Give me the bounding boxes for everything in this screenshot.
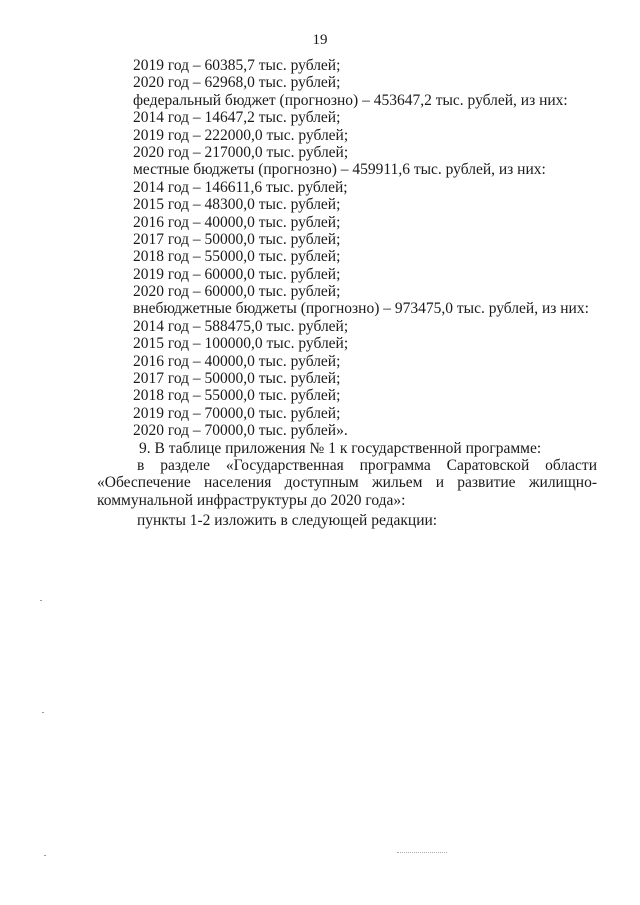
budget-line: 2018 год – 55000,0 тыс. рублей; — [133, 387, 341, 405]
budget-line: 2015 год – 48300,0 тыс. рублей; — [133, 196, 341, 214]
budget-line: 2016 год – 40000,0 тыс. рублей; — [133, 352, 341, 370]
page-number: 19 — [312, 32, 328, 48]
scan-mark — [40, 600, 42, 601]
budget-line: 2019 год – 222000,0 тыс. рублей; — [133, 126, 349, 144]
budget-line: 2018 год – 55000,0 тыс. рублей; — [133, 248, 341, 266]
budget-line: 2020 год – 60000,0 тыс. рублей; — [133, 283, 341, 301]
section-paragraph-line-2: «Обеспечение населения доступным жильем и развитие жилищно- — [97, 474, 597, 492]
scan-mark — [44, 855, 46, 856]
budget-line: 2019 год – 70000,0 тыс. рублей; — [133, 404, 341, 422]
budget-line: 2020 год – 217000,0 тыс. рублей; — [133, 143, 349, 161]
scan-dotted-mark — [397, 852, 447, 854]
budget-line: 2017 год – 50000,0 тыс. рублей; — [133, 230, 341, 248]
scan-mark — [42, 712, 44, 713]
budget-line: 2019 год – 60000,0 тыс. рублей; — [133, 265, 341, 283]
budget-line: 2014 год – 14647,2 тыс. рублей; — [133, 109, 341, 127]
budget-line: 2016 год – 40000,0 тыс. рублей; — [133, 213, 341, 231]
budget-line: 2017 год – 50000,0 тыс. рублей; — [133, 370, 341, 388]
budget-line: 2020 год – 62968,0 тыс. рублей; — [133, 74, 341, 92]
budget-line: внебюджетные бюджеты (прогнозно) – 973475,0 тыс. рублей, из них: — [133, 300, 589, 318]
budget-line: местные бюджеты (прогнозно) – 459911,6 тыс. рублей, из них: — [133, 161, 546, 179]
budget-line: 2014 год – 146611,6 тыс. рублей; — [133, 178, 348, 196]
budget-line: 2014 год – 588475,0 тыс. рублей; — [133, 317, 349, 335]
budget-line: 9. В таблице приложения № 1 к государственной программе: — [139, 439, 542, 457]
budget-line: 2015 год – 100000,0 тыс. рублей; — [133, 335, 349, 353]
section-paragraph-line-3: коммунальной инфраструктуры до 2020 года»: — [97, 491, 406, 509]
budget-line: 2020 год – 70000,0 тыс. рублей». — [133, 422, 348, 440]
section-paragraph-line-1: в разделе «Государственная программа Саратовской области — [137, 457, 597, 474]
final-instruction: пункты 1-2 изложить в следующей редакции: — [137, 512, 438, 529]
section-paragraph — [97, 457, 597, 509]
budget-line: 2019 год – 60385,7 тыс. рублей; — [133, 57, 341, 74]
budget-lines — [133, 57, 603, 457]
budget-line: федеральный бюджет (прогнозно) – 453647,2 тыс. рублей, из них: — [133, 91, 568, 109]
